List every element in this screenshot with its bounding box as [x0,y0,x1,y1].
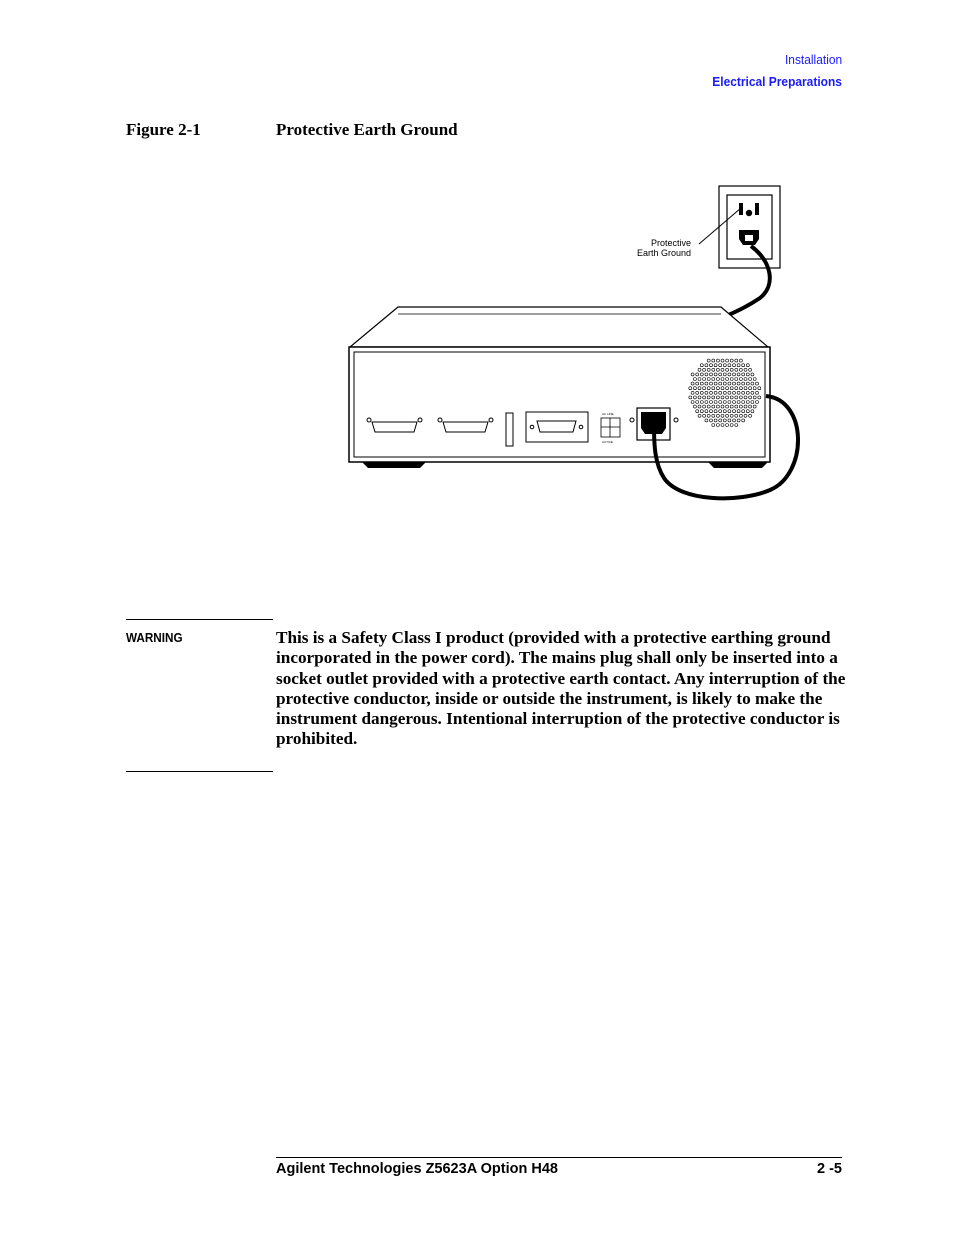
footer-rule [276,1157,842,1158]
protective-earth-ground-illustration [0,0,954,520]
warning-rule-top [126,619,273,620]
instrument-chassis [349,307,770,468]
footer-product: Agilent Technologies Z5623A Option H48 [276,1161,558,1177]
wall-outlet [719,186,780,268]
figure-label: Figure 2-1 [126,120,201,139]
warning-rule-bottom [126,771,273,772]
running-header-subsection: Electrical Preparations [712,74,842,89]
figure-title: Protective Earth Ground [276,120,458,139]
svg-text:ACTIVE: ACTIVE [602,440,613,444]
warning-label: WARNING [126,630,183,645]
svg-text:AC LINE: AC LINE [602,412,614,416]
footer-page-number: 2 -5 [817,1161,842,1177]
callout-line-1: Protective [650,238,691,248]
running-header-section: Installation [784,52,842,67]
callout-line-2: Earth Ground [636,248,691,258]
warning-text: This is a Safety Class I product (provided with a protective earthing ground incorporated in the power cord). The mains plug shall only be inserted into a socket outlet provided with a protective earth contact. Any interruption of the protective conductor, inside or outside the instrument, is likely to make the instrument dangerous. Intentional interruption of the protective conductor is prohibited. [276,628,846,749]
